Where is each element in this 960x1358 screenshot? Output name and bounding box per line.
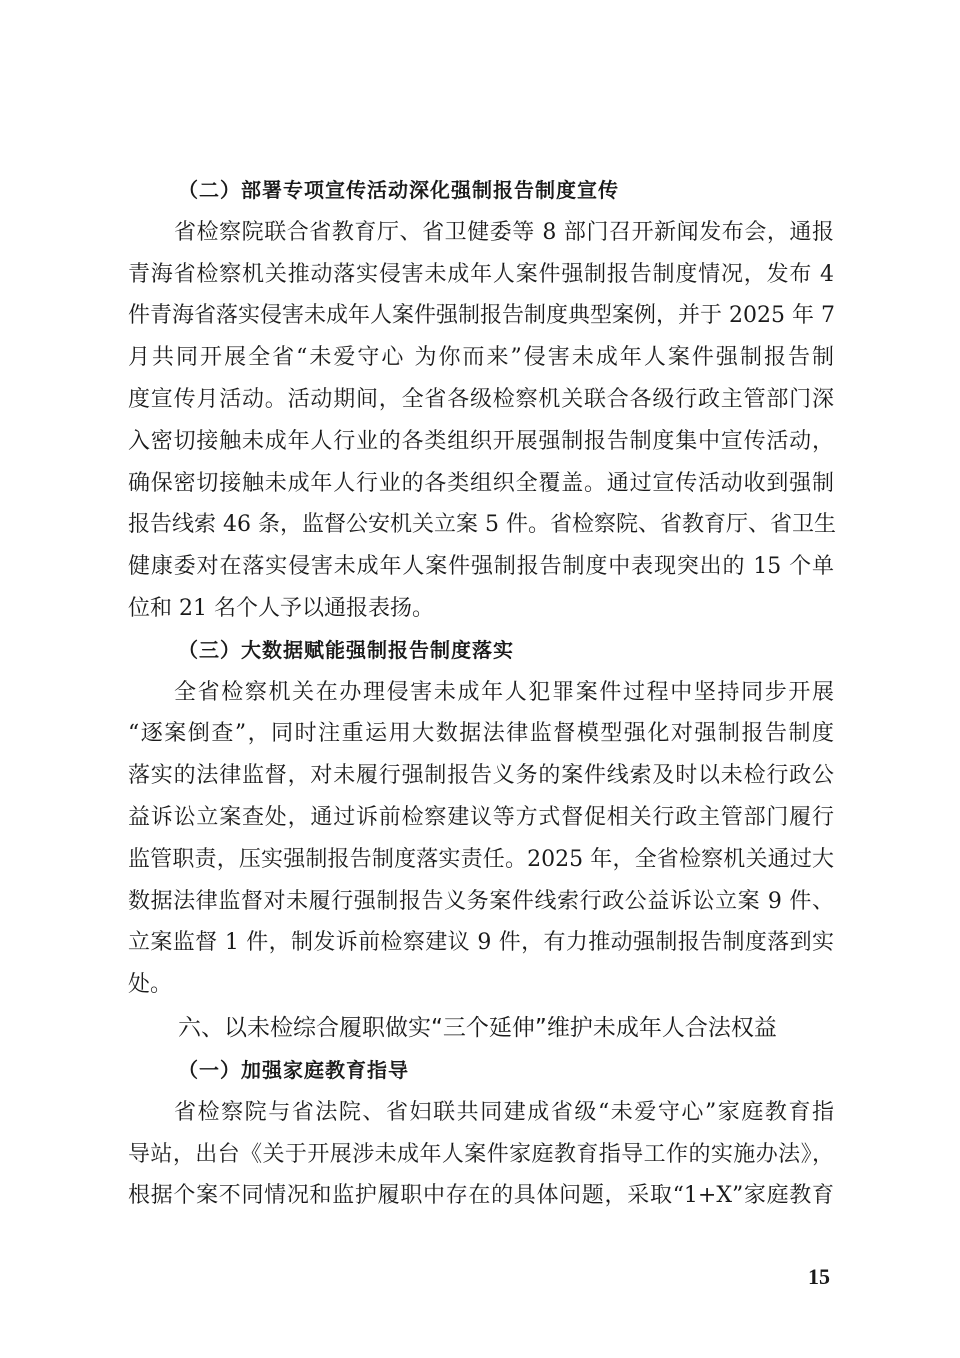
- paragraph-line: 根据个案不同情况和监护履职中存在的具体问题，采取“1+X”家庭教育: [128, 1183, 834, 1209]
- paragraph-line: 健康委对在落实侵害未成年人案件强制报告制度中表现突出的 15 个单: [128, 554, 834, 580]
- paragraph-line: 立案监督 1 件，制发诉前检察建议 9 件，有力推动强制报告制度落到实: [128, 930, 834, 956]
- paragraph-line: 省检察院与省法院、省妇联共同建成省级“未爱守心”家庭教育指: [174, 1099, 834, 1125]
- section-two-title: （二）部署专项宣传活动深化强制报告制度宣传: [178, 178, 619, 202]
- paragraph-line: 位和 21 名个人予以通报表扬。: [128, 595, 434, 621]
- paragraph-line: 度宣传月活动。活动期间，全省各级检察机关联合各级行政主管部门深: [128, 386, 834, 412]
- paragraph-line: 监管职责，压实强制报告制度落实责任。2025 年，全省检察机关通过大: [128, 846, 834, 872]
- paragraph-line: 省检察院联合省教育厅、省卫健委等 8 部门召开新闻发布会，通报: [174, 219, 834, 245]
- paragraph-line: 入密切接触未成年人行业的各类组织开展强制报告制度集中宣传活动，: [128, 428, 834, 454]
- paragraph-line: 件青海省落实侵害未成年人案件强制报告制度典型案例，并于 2025 年 7: [128, 303, 835, 329]
- paragraph-line: 全省检察机关在办理侵害未成年人犯罪案件过程中坚持同步开展: [174, 679, 834, 705]
- paragraph-line: 报告线索 46 条，监督公安机关立案 5 件。省检察院、省教育厅、省卫生: [128, 512, 836, 538]
- paragraph-line: 落实的法律监督，对未履行强制报告义务的案件线索及时以未检行政公: [128, 763, 834, 789]
- paragraph-line: 导站，出台《关于开展涉未成年人案件家庭教育指导工作的实施办法》，: [128, 1141, 834, 1167]
- paragraph-line: 青海省检察机关推动落实侵害未成年人案件强制报告制度情况，发布 4: [128, 261, 834, 287]
- paragraph-line: “逐案倒查”，同时注重运用大数据法律监督模型强化对强制报告制度: [128, 721, 834, 747]
- page-number: 15: [808, 1264, 830, 1289]
- section-three-title: （三）大数据赋能强制报告制度落实: [178, 637, 514, 662]
- chapter-six-heading: 六、以未检综合履职做实“三个延伸”维护未成年人合法权益: [178, 1014, 777, 1041]
- paragraph-line: 益诉讼立案查处，通过诉前检察建议等方式督促相关行政主管部门履行: [128, 804, 834, 830]
- section-six-one-title: （一）加强家庭教育指导: [178, 1057, 409, 1082]
- paragraph-line: 确保密切接触未成年人行业的各类组织全覆盖。通过宣传活动收到强制: [128, 470, 834, 496]
- paragraph-line: 处。: [128, 972, 173, 998]
- paragraph-line: 数据法律监督对未履行强制报告义务案件线索行政公益诉讼立案 9 件、: [128, 888, 834, 914]
- paragraph-line: 月共同开展全省“未爱守心 为你而来”侵害未成年人案件强制报告制: [128, 345, 834, 371]
- document-body: [128, 170, 834, 1217]
